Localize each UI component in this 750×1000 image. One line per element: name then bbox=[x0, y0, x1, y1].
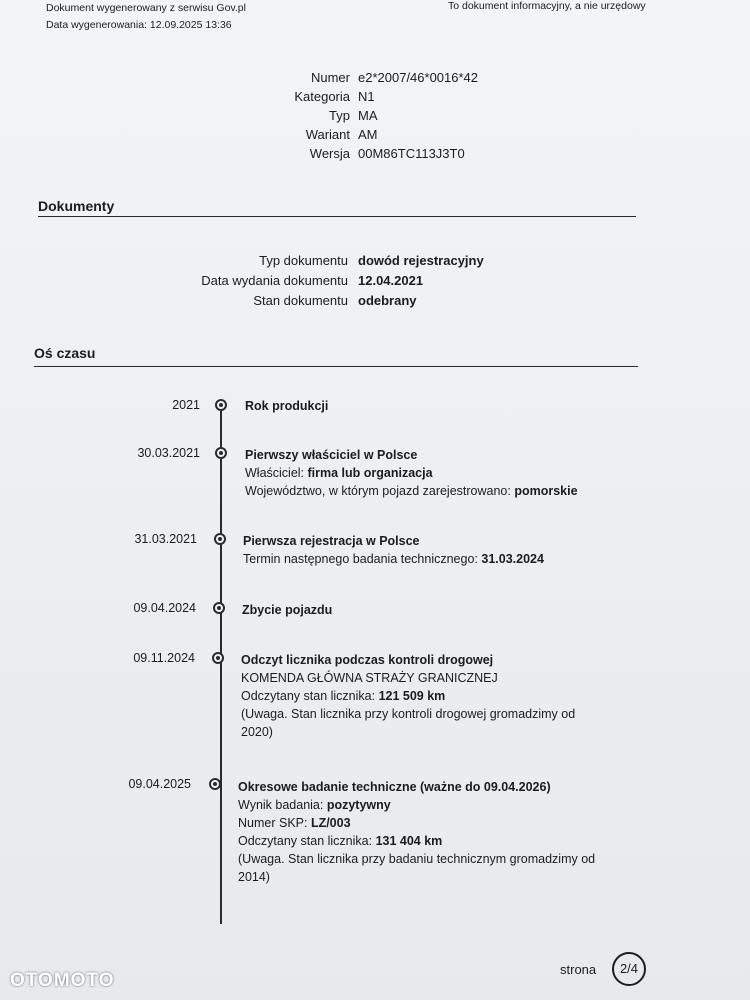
timeline-divider bbox=[34, 366, 638, 367]
event-title: Pierwsza rejestracja w Polsce bbox=[243, 534, 420, 548]
timeline-section-title: Oś czasu bbox=[34, 345, 96, 361]
event-line: (Uwaga. Stan licznika przy badaniu technicznym gromadzimy od bbox=[238, 852, 596, 866]
vehicle-value-wariant: AM bbox=[358, 127, 378, 142]
vehicle-value-kategoria: N1 bbox=[358, 89, 375, 104]
doc-value-status: odebrany bbox=[358, 293, 417, 308]
timeline-dot-icon bbox=[213, 602, 225, 614]
vehicle-label-typ: Typ bbox=[329, 108, 350, 123]
vehicle-label-numer: Numer bbox=[310, 70, 350, 85]
event-line: Termin następnego badania technicznego: 31.03.2024 bbox=[243, 552, 544, 566]
documents-section-title: Dokumenty bbox=[38, 198, 115, 214]
doc-label-status: Stan dokumentu bbox=[253, 293, 348, 308]
event-title: Okresowe badanie techniczne (ważne do 09.04.2026) bbox=[238, 780, 551, 794]
doc-label-type: Typ dokumentu bbox=[259, 253, 348, 268]
page-number-badge: 2/4 bbox=[612, 952, 646, 986]
timeline-dot-icon bbox=[214, 533, 226, 545]
event-line: 2020) bbox=[241, 725, 273, 739]
vehicle-label-wariant: Wariant bbox=[305, 127, 350, 142]
timeline-dot-icon bbox=[209, 778, 221, 790]
generated-from-text: Dokument wygenerowany z serwisu Gov.pl bbox=[46, 2, 246, 14]
otomoto-watermark-logo: OTOMOTO bbox=[10, 970, 115, 991]
documents-divider bbox=[38, 216, 636, 217]
event-line: (Uwaga. Stan licznika przy kontroli drogowej gromadzimy od bbox=[241, 707, 576, 721]
vehicle-value-numer: e2*2007/46*0016*42 bbox=[358, 70, 479, 85]
timeline-axis bbox=[220, 404, 222, 924]
page-label: strona bbox=[560, 962, 597, 977]
event-title: Zbycie pojazdu bbox=[242, 603, 333, 617]
event-line: Odczytany stan licznika: 121 509 km bbox=[241, 689, 446, 703]
event-date: 09.04.2025 bbox=[128, 777, 191, 791]
doc-label-issue-date: Data wydania dokumentu bbox=[201, 273, 348, 288]
vehicle-value-wersja: 00M86TC113J3T0 bbox=[358, 146, 465, 161]
event-line: Numer SKP: LZ/003 bbox=[238, 816, 351, 830]
timeline-dot-icon bbox=[212, 652, 224, 664]
vehicle-value-typ: MA bbox=[358, 108, 378, 123]
event-line: 2014) bbox=[238, 870, 270, 884]
event-date: 30.03.2021 bbox=[137, 446, 200, 460]
timeline-dot-icon bbox=[215, 447, 227, 459]
vehicle-label-kategoria: Kategoria bbox=[294, 89, 350, 104]
event-title: Pierwszy właściciel w Polsce bbox=[245, 448, 418, 462]
event-line: Odczytany stan licznika: 131 404 km bbox=[238, 834, 443, 848]
event-date: 2021 bbox=[172, 398, 200, 412]
generated-date-text: Data wygenerowania: 12.09.2025 13:36 bbox=[46, 19, 232, 31]
event-line: KOMENDA GŁÓWNA STRAŻY GRANICZNEJ bbox=[241, 671, 498, 685]
event-line: Wynik badania: pozytywny bbox=[238, 798, 391, 812]
event-date: 09.11.2024 bbox=[133, 651, 195, 665]
header-disclaimer: To dokument informacyjny, a nie urzędowy bbox=[448, 0, 646, 12]
doc-value-type: dowód rejestracyjny bbox=[358, 253, 484, 268]
header-generation-info bbox=[46, 0, 246, 34]
event-date: 31.03.2021 bbox=[134, 532, 197, 546]
vehicle-label-wersja: Wersja bbox=[309, 146, 350, 161]
timeline-dot-icon bbox=[215, 399, 227, 411]
doc-value-issue-date: 12.04.2021 bbox=[358, 273, 424, 288]
event-line: Województwo, w którym pojazd zarejestrowano: pomorskie bbox=[245, 484, 578, 498]
event-title: Odczyt licznika podczas kontroli drogowej bbox=[241, 653, 494, 667]
event-line: Właściciel: firma lub organizacja bbox=[245, 466, 433, 480]
event-title: Rok produkcji bbox=[245, 399, 329, 413]
event-date: 09.04.2024 bbox=[133, 601, 196, 615]
